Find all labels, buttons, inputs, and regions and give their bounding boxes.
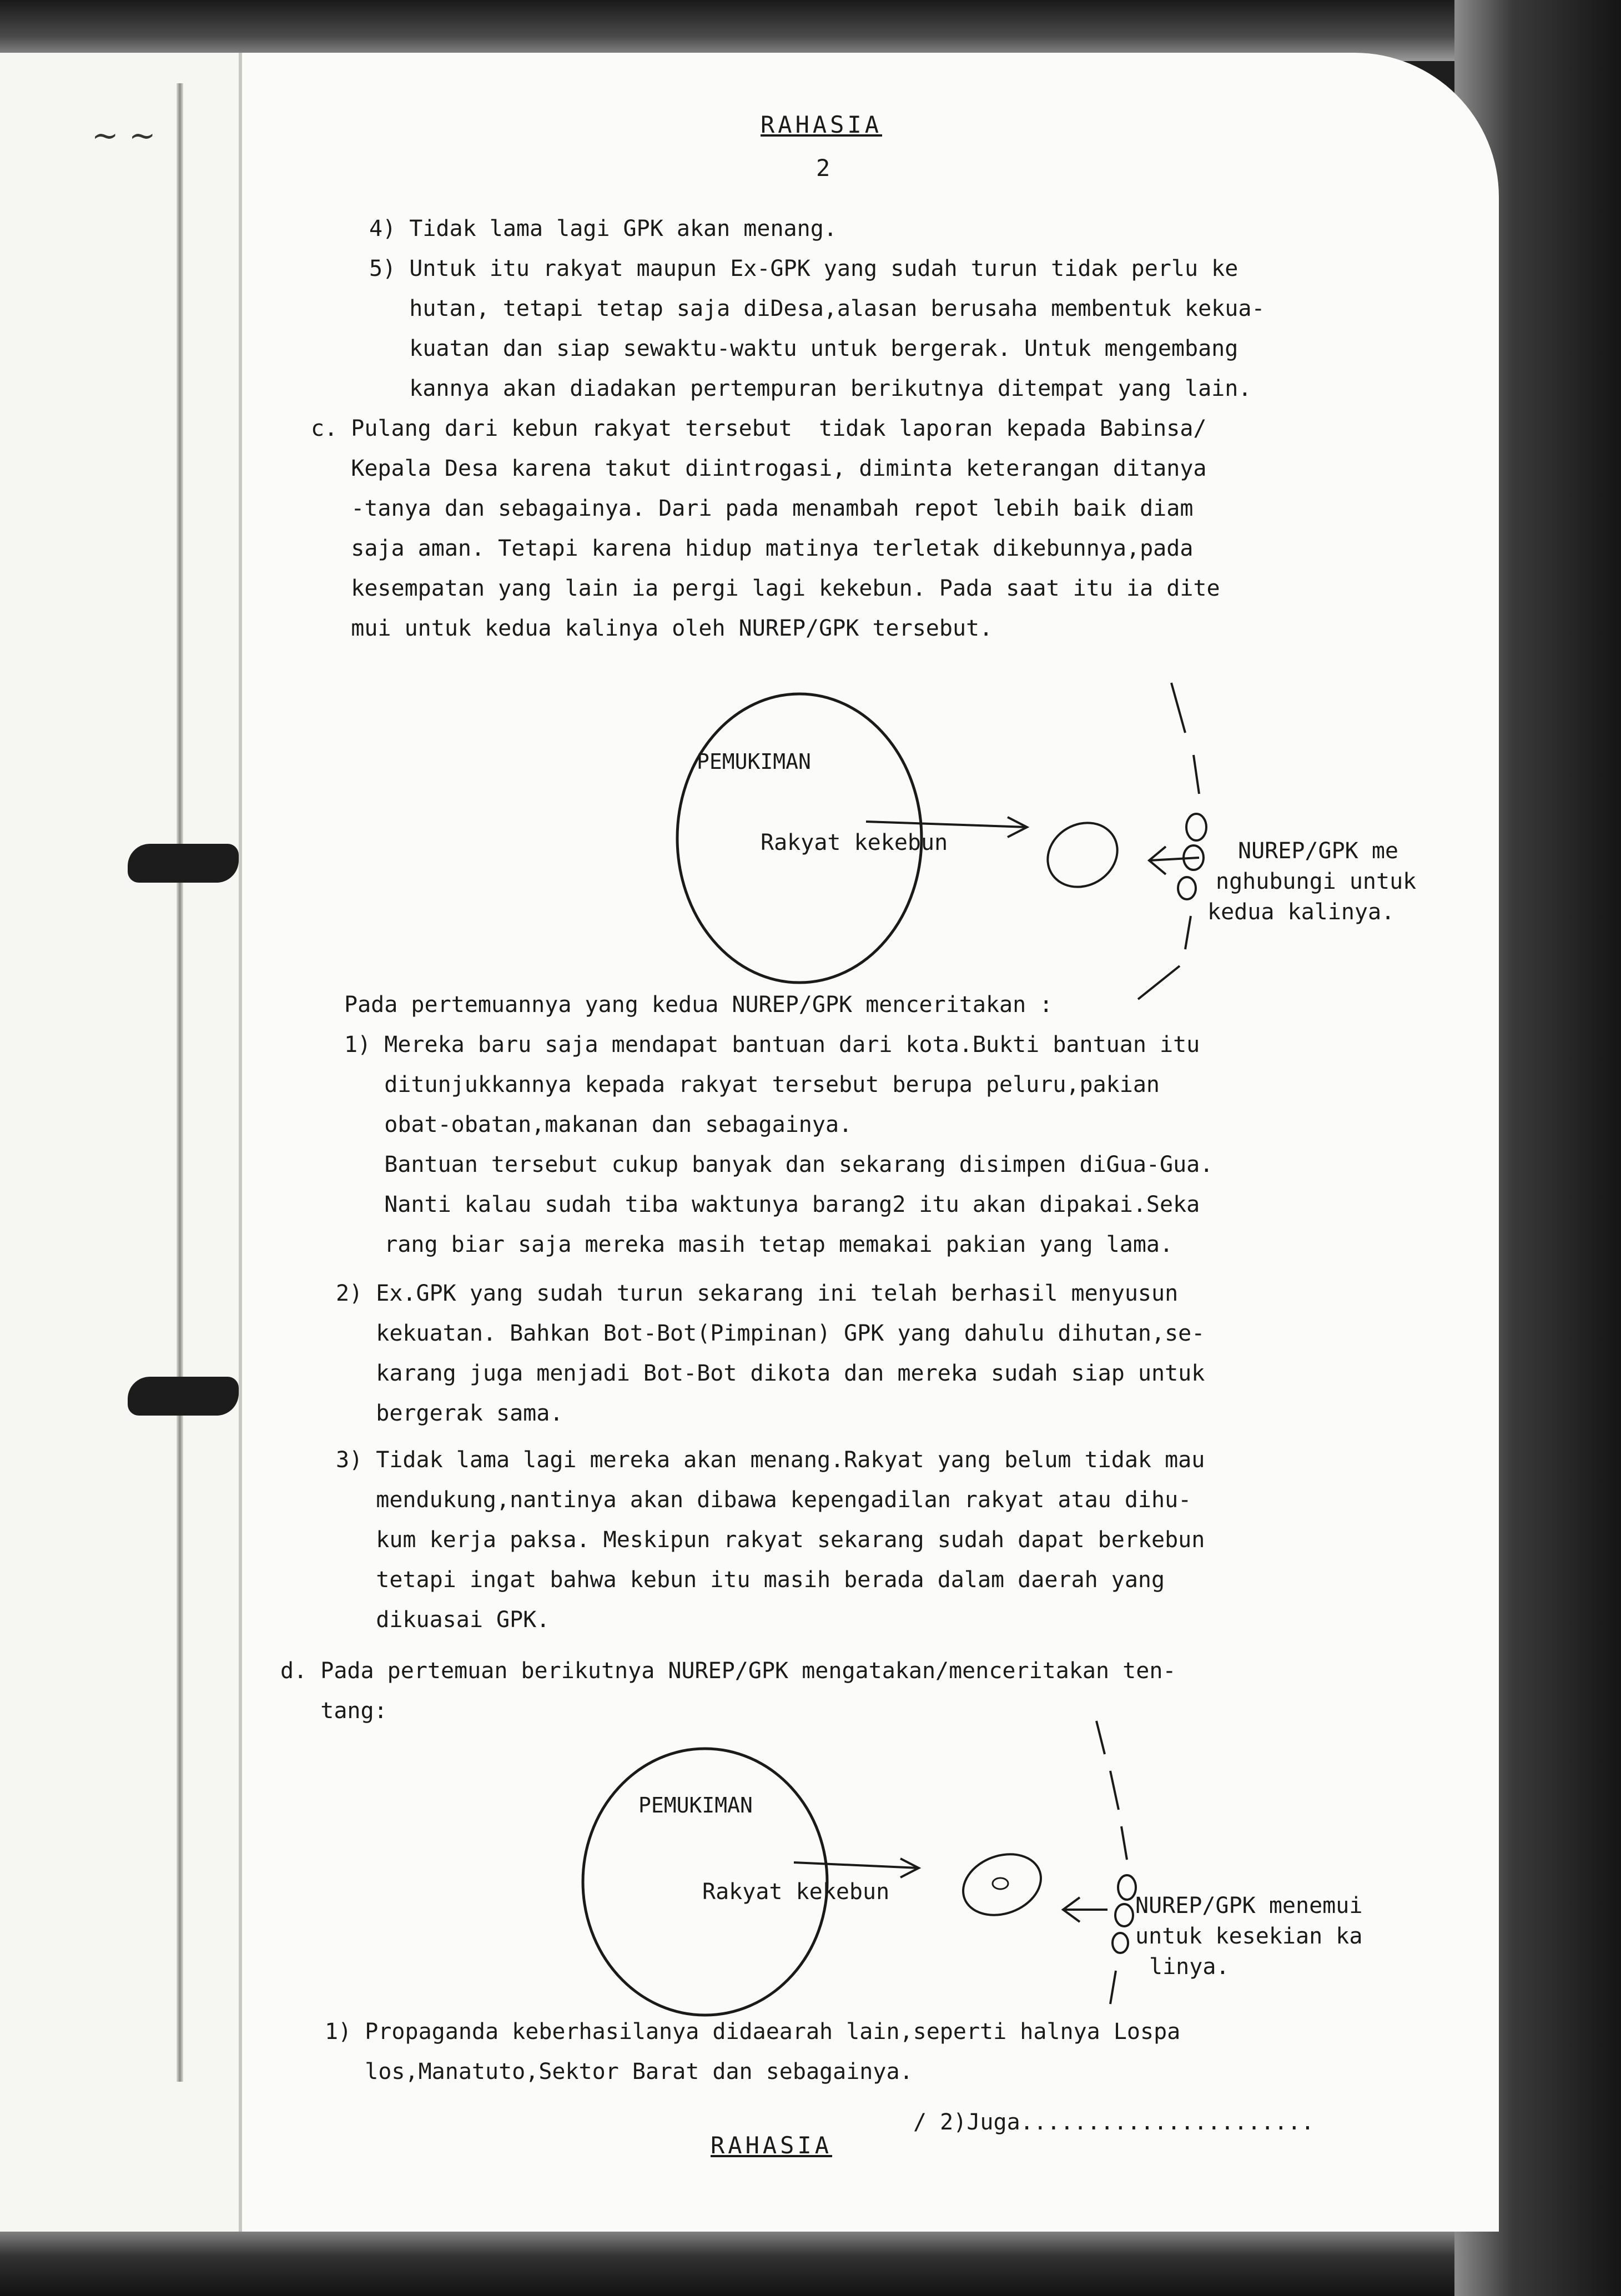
paragraph-line: Nanti kalau sudah tiba waktunya barang2 itu akan dipakai.Seka xyxy=(344,1192,1200,1217)
classification-footer: RAHASIA xyxy=(711,2132,833,2159)
paragraph-line: kesempatan yang lain ia pergi lagi kekebun. Pada saat itu ia dite xyxy=(311,576,1220,601)
paragraph-line: kannya akan diadakan pertempuran berikutnya ditempat yang lain. xyxy=(369,376,1252,401)
paragraph-line: los,Manatuto,Sektor Barat dan sebagainya. xyxy=(325,2059,913,2084)
paragraph-line: tang: xyxy=(280,1698,387,1724)
arrow-from-nurep xyxy=(1149,858,1199,860)
handwritten-scribble: ~ ~ xyxy=(92,117,156,154)
paragraph-line: kekuatan. Bahkan Bot-Bot(Pimpinan) GPK yang dahulu dihutan,se- xyxy=(336,1321,1205,1346)
paragraph-line: mendukung,nantinya akan dibawa kepengadilan rakyat atau dihu- xyxy=(336,1487,1192,1513)
scan-border-top xyxy=(0,0,1621,61)
paragraph-line: ditunjukkannya kepada rakyat tersebut berupa peluru,pakian xyxy=(344,1072,1160,1097)
garden-inner-mark xyxy=(993,1878,1008,1889)
paragraph-line: mui untuk kedua kalinya oleh NUREP/GPK tersebut. xyxy=(311,616,993,641)
binder-spine xyxy=(177,83,183,2082)
page-number: 2 xyxy=(816,154,830,182)
paragraph-line: bergerak sama. xyxy=(336,1401,563,1426)
nurep-path-dashes xyxy=(1138,683,1199,999)
diagram1-right-label: NUREP/GPK me xyxy=(1238,838,1398,864)
paragraph-line: hutan, tetapi tetap saja diDesa,alasan berusaha membentuk kekua- xyxy=(369,296,1265,321)
nurep-figure-2 xyxy=(1115,1904,1133,1926)
paragraph-line: -tanya dan sebagainya. Dari pada menambah repot lebih baik diam xyxy=(311,496,1194,521)
binder-clip-upper xyxy=(128,844,239,883)
next-page-continuation: / 2)Juga...................... xyxy=(913,2109,1315,2135)
garden-circle xyxy=(1036,810,1129,899)
paragraph-line: Bantuan tersebut cukup banyak dan sekarang disimpen diGua-Gua. xyxy=(344,1152,1214,1177)
scan-border-bottom xyxy=(0,2229,1621,2296)
diagram1-right-label: nghubungi untuk xyxy=(1216,869,1417,894)
paragraph-line: rang biar saja mereka masih tetap memakai pakian yang lama. xyxy=(344,1232,1174,1257)
paragraph-line: saja aman. Tetapi karena hidup matinya terletak dikebunnya,pada xyxy=(311,536,1194,561)
paragraph-line: c. Pulang dari kebun rakyat tersebut tidak laporan kepada Babinsa/ xyxy=(311,416,1207,441)
paragraph-line: dikuasai GPK. xyxy=(336,1607,550,1633)
diagram2-arrow-label: Rakyat kekebun xyxy=(702,1879,890,1905)
nurep-figure-3 xyxy=(1112,1933,1128,1953)
paragraph-line: 1) Propaganda keberhasilanya didaearah lain,seperti halnya Lospa xyxy=(325,2019,1181,2045)
paragraph-line: 3) Tidak lama lagi mereka akan menang.Rakyat yang belum tidak mau xyxy=(336,1447,1205,1473)
paragraph-line: tetapi ingat bahwa kebun itu masih berada dalam daerah yang xyxy=(336,1567,1165,1593)
nurep-figure-1 xyxy=(1118,1875,1136,1900)
diagram1-arrow-label: Rakyat kekebun xyxy=(761,830,948,855)
garden-circle xyxy=(955,1844,1050,1926)
diagram1-circle-label: PEMUKIMAN xyxy=(697,749,811,774)
paragraph-line: d. Pada pertemuan berikutnya NUREP/GPK mengatakan/menceritakan ten- xyxy=(280,1658,1176,1684)
binder-clip-lower xyxy=(128,1377,239,1416)
paragraph-intro: Pada pertemuannya yang kedua NUREP/GPK menceritakan : xyxy=(344,992,1053,1018)
diagram2-right-label: linya. xyxy=(1149,1954,1230,1980)
paragraph-line: Kepala Desa karena takut diintrogasi, diminta keterangan ditanya xyxy=(311,456,1207,481)
arrow-to-garden xyxy=(866,822,1027,827)
binder-left-sheet xyxy=(0,53,242,2232)
nurep-figure-3 xyxy=(1178,877,1196,899)
diagram1-right-label: kedua kalinya. xyxy=(1207,899,1395,925)
paragraph-line: 2) Ex.GPK yang sudah turun sekarang ini telah berhasil menyusun xyxy=(336,1281,1179,1306)
diagram2-right-label: untuk kesekian ka xyxy=(1135,1924,1363,1949)
paragraph-line: 5) Untuk itu rakyat maupun Ex-GPK yang sudah turun tidak perlu ke xyxy=(369,256,1239,281)
diagram-next-meeting xyxy=(550,1721,1216,2032)
paragraph-line: 4) Tidak lama lagi GPK akan menang. xyxy=(369,216,837,241)
paragraph-line: obat-obatan,makanan dan sebagainya. xyxy=(344,1112,853,1137)
paragraph-line: 1) Mereka baru saja mendapat bantuan dari kota.Bukti bantuan itu xyxy=(344,1032,1200,1058)
nurep-figure-1 xyxy=(1186,814,1206,840)
paragraph-line: kum kerja paksa. Meskipun rakyat sekarang sudah dapat berkebun xyxy=(336,1527,1205,1553)
diagram2-circle-label: PEMUKIMAN xyxy=(638,1793,753,1817)
nurep-path-dashes xyxy=(1096,1721,1127,2004)
classification-header: RAHASIA xyxy=(761,111,883,138)
paragraph-line: karang juga menjadi Bot-Bot dikota dan mereka sudah siap untuk xyxy=(336,1361,1205,1386)
arrow-to-garden xyxy=(794,1862,919,1868)
diagram2-right-label: NUREP/GPK menemui xyxy=(1135,1893,1363,1919)
paragraph-line: kuatan dan siap sewaktu-waktu untuk bergerak. Untuk mengembang xyxy=(369,336,1239,361)
